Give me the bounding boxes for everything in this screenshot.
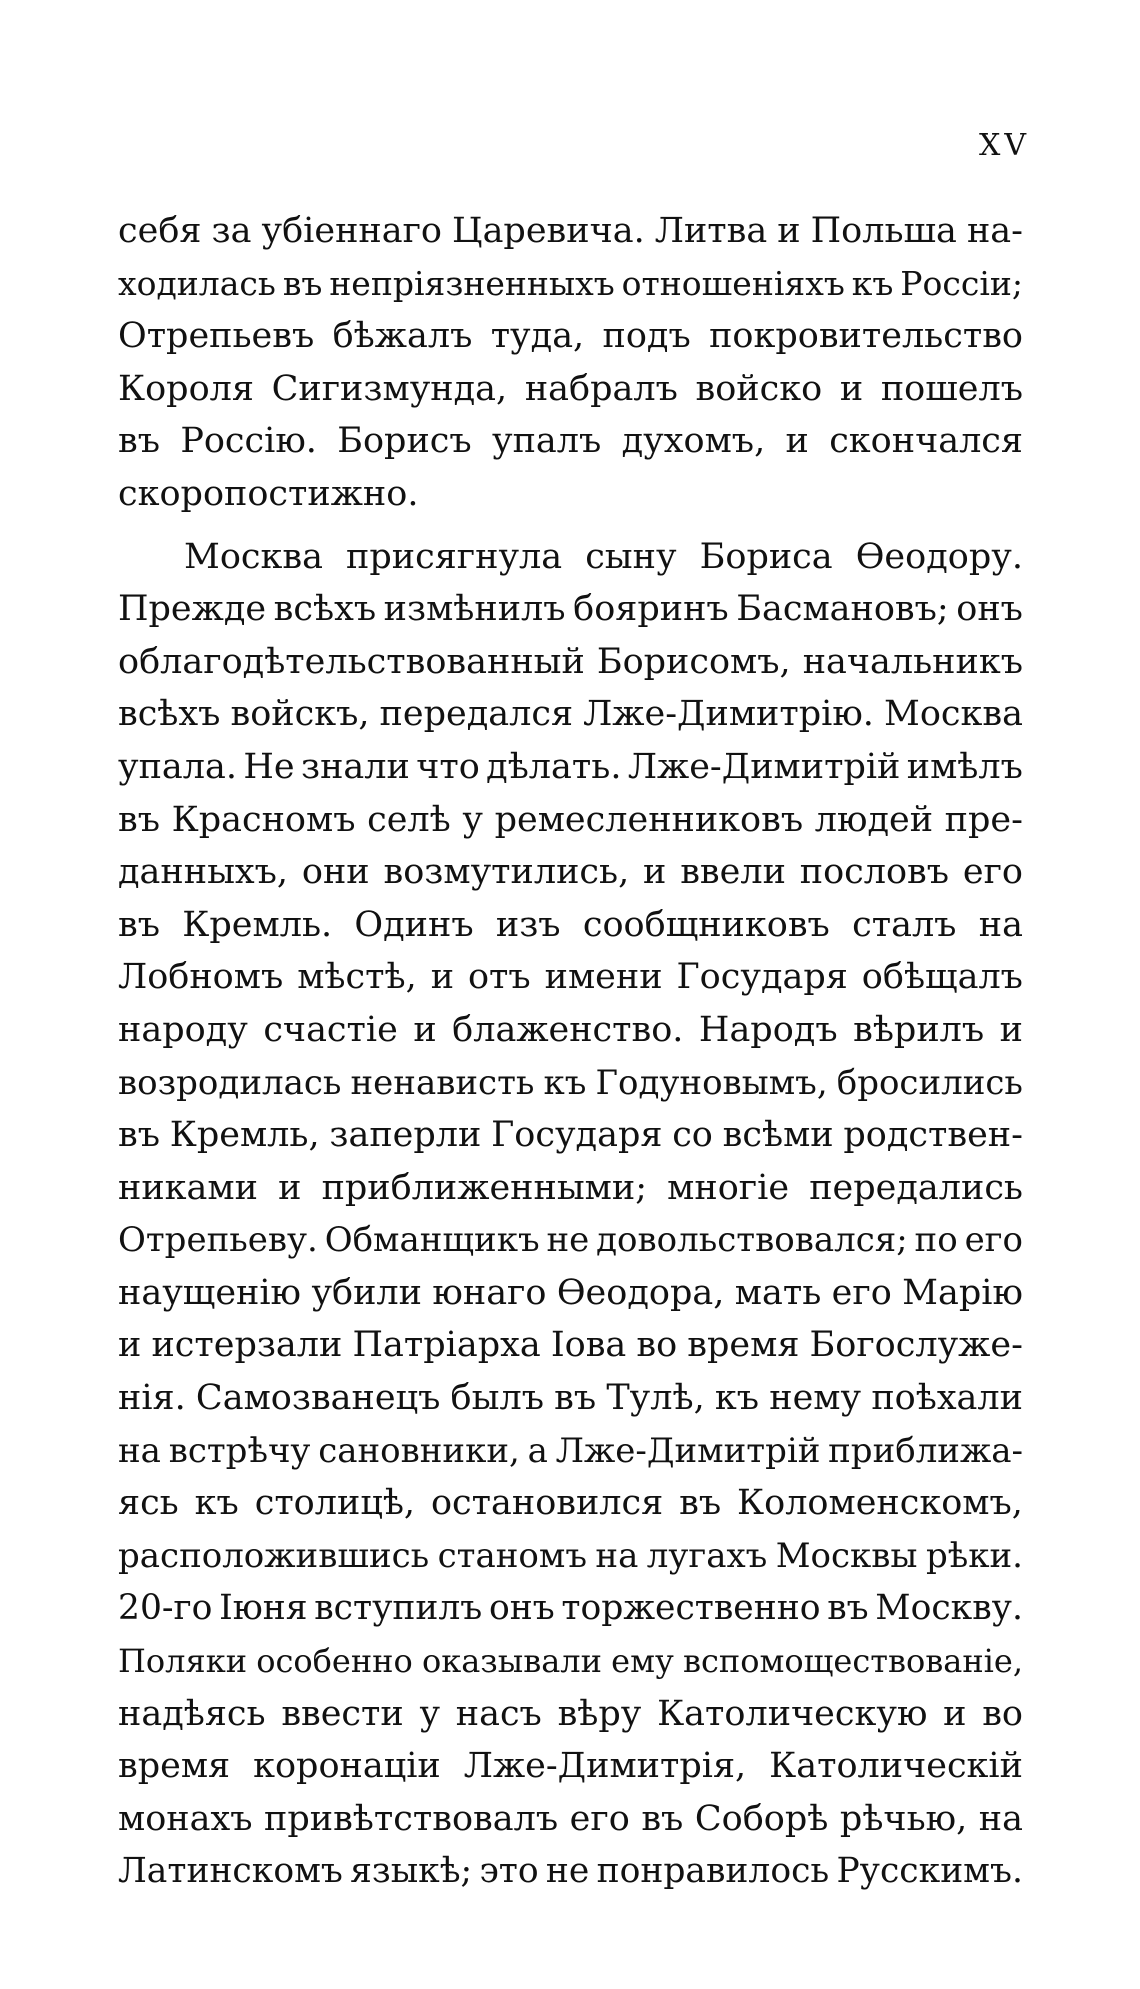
word: сообщниковъ <box>582 904 830 945</box>
word: станомъ <box>437 1535 587 1576</box>
word: Россіи; <box>900 263 1023 303</box>
word: понравилось <box>596 1851 830 1892</box>
word: въ <box>641 1798 684 1839</box>
word: онъ <box>956 589 1023 630</box>
word: былъ <box>450 1378 544 1419</box>
word: всѣми <box>722 1115 834 1156</box>
word: Самозванецъ <box>195 1378 441 1419</box>
text-line <box>118 468 1023 521</box>
word: возмутились, <box>383 852 630 893</box>
text-line <box>118 415 1023 468</box>
word: войскъ, <box>230 694 370 735</box>
word: Польша <box>810 211 957 251</box>
word: Басмановъ; <box>736 589 949 630</box>
word: отношеніяхъ <box>621 263 845 303</box>
word: ввели <box>680 852 786 893</box>
word: дѣлать. <box>486 746 622 787</box>
word: ремесленниковъ <box>494 799 804 840</box>
word: и <box>430 957 455 998</box>
word: не <box>545 1851 590 1892</box>
word: и <box>999 1009 1023 1050</box>
word: покровительство <box>709 316 1023 357</box>
word: и <box>777 211 801 251</box>
word: его <box>831 1272 892 1313</box>
word: и <box>118 1325 142 1366</box>
word: Лже-Димитрій <box>627 746 901 787</box>
word: его <box>964 1220 1023 1261</box>
word: въ <box>118 799 160 840</box>
word: въ <box>282 263 323 303</box>
word: его <box>962 852 1023 893</box>
word: Красномъ <box>171 799 356 840</box>
word: Латинскомъ <box>118 1851 343 1892</box>
word: въ <box>118 421 160 462</box>
word: ясь <box>118 1483 179 1524</box>
word: мѣстѣ, <box>297 957 417 998</box>
word: это <box>479 1851 539 1892</box>
word: счастіе <box>263 1009 398 1050</box>
word: ходилась <box>118 263 276 303</box>
word: вступилъ <box>314 1588 483 1629</box>
word: надѣясь <box>118 1693 266 1734</box>
word: Москву. <box>875 1588 1023 1629</box>
word: передались <box>809 1167 1023 1208</box>
word: присягнула <box>346 536 563 577</box>
text-line <box>118 636 1023 689</box>
word: сыну <box>585 536 677 577</box>
word: мать <box>734 1272 822 1313</box>
text-line <box>118 1740 1023 1793</box>
word: и <box>839 368 864 409</box>
word: Бориса <box>699 536 833 577</box>
word: Кремль, <box>169 1115 320 1156</box>
word: встрѣчу <box>168 1430 311 1471</box>
text-line <box>118 951 1023 1004</box>
word: себя <box>118 211 202 251</box>
text-line <box>118 1214 1023 1267</box>
word: Ѳеодору. <box>855 536 1023 577</box>
word: приближенными; <box>321 1167 648 1208</box>
word: на <box>978 904 1023 945</box>
text-line <box>118 688 1023 741</box>
word: въ <box>679 1483 722 1524</box>
word: за <box>211 211 252 251</box>
word: не <box>546 1220 590 1261</box>
word: насъ <box>455 1693 542 1734</box>
word: Іюня <box>219 1588 308 1629</box>
word: къ <box>714 1378 760 1419</box>
word: Государя <box>491 1115 663 1156</box>
text-line <box>118 363 1023 416</box>
text-line <box>118 1425 1023 1478</box>
text-line <box>118 741 1023 794</box>
word: на- <box>966 211 1023 251</box>
word: у <box>462 799 483 840</box>
word: нія. <box>118 1378 186 1419</box>
word: возродилась <box>118 1062 342 1103</box>
word: оказывали <box>421 1642 602 1681</box>
word: Патріарха <box>352 1325 541 1366</box>
word: во <box>636 1325 678 1366</box>
word: Не <box>243 746 295 787</box>
word: селѣ <box>367 799 451 840</box>
text-line <box>118 1635 1023 1688</box>
text-line <box>118 1267 1023 1320</box>
word: упала. <box>118 746 238 787</box>
text-line <box>118 1477 1023 1530</box>
word: имѣлъ <box>906 746 1023 787</box>
text-line <box>118 583 1023 636</box>
word: языкѣ; <box>350 1851 473 1892</box>
word: Соборѣ <box>694 1798 829 1839</box>
text-line <box>118 1004 1023 1057</box>
word: Лобномъ <box>118 957 284 998</box>
word: сановники, <box>318 1430 520 1471</box>
word: убили <box>311 1272 422 1313</box>
word: подъ <box>602 316 691 357</box>
word: Сигизмунда, <box>271 368 508 409</box>
word: вспомоществованіе, <box>682 1642 1023 1681</box>
word: всѣхъ <box>273 589 377 630</box>
word: время <box>687 1325 800 1366</box>
word: родствен- <box>843 1115 1023 1156</box>
text-line <box>118 1582 1023 1635</box>
word: набралъ <box>524 368 678 409</box>
word: духомъ, <box>621 421 766 462</box>
word: что <box>416 746 480 787</box>
text-line <box>118 1372 1023 1425</box>
word: измѣнилъ <box>383 589 566 630</box>
word: Ѳеодора, <box>556 1272 725 1313</box>
word: Литва <box>654 211 768 251</box>
word: Поляки <box>118 1642 248 1681</box>
text-line <box>118 310 1023 363</box>
word: въ <box>118 904 160 945</box>
page-text <box>118 205 1023 1898</box>
word: вѣру <box>557 1693 642 1734</box>
word: Богослуже- <box>809 1325 1023 1366</box>
word: Лже-Димитрія, <box>463 1746 747 1787</box>
word: въ <box>827 1588 869 1629</box>
word: у <box>419 1693 441 1734</box>
text-line <box>118 899 1023 952</box>
word: Государя <box>676 957 848 998</box>
text-line <box>118 1057 1023 1110</box>
word: и <box>785 421 809 462</box>
word: къ <box>194 1483 239 1524</box>
word: скоропостижно. <box>118 473 419 514</box>
word: Царевича. <box>452 211 645 251</box>
word: Отрепьевъ <box>118 316 315 357</box>
word: скончался <box>829 421 1023 462</box>
word: Кремль. <box>182 904 333 945</box>
word: Католическій <box>769 1746 1023 1787</box>
word: знали <box>300 746 410 787</box>
page-number: XV <box>978 128 1030 163</box>
word: Россію. <box>180 421 317 462</box>
word: его <box>569 1798 630 1839</box>
word: къ <box>851 263 894 303</box>
word: они <box>301 852 370 893</box>
word: упалъ <box>492 421 602 462</box>
word: блаженство. <box>452 1009 684 1050</box>
word: Москвы <box>775 1535 918 1576</box>
word: Лже-Димитрій <box>555 1430 821 1471</box>
word: Москва <box>884 694 1023 735</box>
text-line <box>118 258 1023 311</box>
text-line <box>118 794 1023 847</box>
word: обѣщалъ <box>861 957 1023 998</box>
word: отъ <box>467 957 531 998</box>
word: Лже-Димитрію. <box>583 694 874 735</box>
text-line <box>118 1688 1023 1741</box>
word: 20-го <box>118 1588 213 1629</box>
word: сталъ <box>852 904 957 945</box>
word: въ <box>554 1378 597 1419</box>
paragraph-1 <box>118 205 1023 521</box>
word: начальникъ <box>802 641 1023 682</box>
word: къ <box>543 1062 587 1103</box>
word: торжественно <box>561 1588 821 1629</box>
word: убіеннаго <box>261 211 443 251</box>
word: Марію <box>902 1272 1023 1313</box>
word: онъ <box>488 1588 555 1629</box>
text-line <box>118 1845 1023 1898</box>
word: непріязненныхъ <box>329 263 615 303</box>
word: Годуновымъ, <box>595 1062 828 1103</box>
word: бѣжалъ <box>332 316 473 357</box>
paragraph-2 <box>118 531 1023 1898</box>
word: приближа- <box>828 1430 1023 1471</box>
word: Прежде <box>118 589 267 630</box>
word: и <box>943 1693 967 1734</box>
word: Борисъ <box>337 421 472 462</box>
word: время <box>118 1746 231 1787</box>
text-line <box>118 531 1023 584</box>
word: и <box>278 1167 302 1208</box>
word: рѣчью, <box>839 1798 968 1839</box>
word: пошелъ <box>880 368 1023 409</box>
word: Одинъ <box>354 904 474 945</box>
word: передался <box>379 694 574 735</box>
word: столицѣ, <box>254 1483 416 1524</box>
word: заперли <box>329 1115 482 1156</box>
word: пре- <box>944 799 1023 840</box>
word: особенно <box>256 1642 413 1681</box>
word: пословъ <box>799 852 950 893</box>
word: ненависть <box>350 1062 535 1103</box>
word: рѣки. <box>925 1535 1023 1576</box>
word: данныхъ, <box>118 852 289 893</box>
word: со <box>672 1115 713 1156</box>
word: Коломенскомъ, <box>737 1483 1023 1524</box>
word: остановился <box>430 1483 664 1524</box>
word: юнаго <box>432 1272 547 1313</box>
text-line <box>118 1109 1023 1162</box>
word: наущенію <box>118 1272 302 1313</box>
word: ввести <box>281 1693 404 1734</box>
word: а <box>527 1430 548 1471</box>
word: бояринъ <box>573 589 729 630</box>
text-line <box>118 205 1023 258</box>
word: всѣхъ <box>118 694 221 735</box>
word: нему <box>769 1378 862 1419</box>
word: бросились <box>836 1062 1023 1103</box>
word: коронаціи <box>253 1746 441 1787</box>
word: вѣрилъ <box>853 1009 985 1050</box>
word: привѣтствовалъ <box>264 1798 559 1839</box>
word: Короля <box>118 368 254 409</box>
word: на <box>978 1798 1023 1839</box>
word: никами <box>118 1167 258 1208</box>
word: Борисомъ, <box>596 641 791 682</box>
word: истерзали <box>151 1325 343 1366</box>
text-line <box>118 1319 1023 1372</box>
word: войско <box>695 368 823 409</box>
word: лугахъ <box>646 1535 768 1576</box>
word: Отрепьеву. <box>118 1220 318 1261</box>
word: Народъ <box>698 1009 838 1050</box>
text-line <box>118 1793 1023 1846</box>
word: и <box>413 1009 437 1050</box>
text-line <box>118 846 1023 899</box>
word: по <box>914 1220 958 1261</box>
word: изъ <box>495 904 561 945</box>
word: расположившись <box>118 1535 430 1576</box>
word: туда, <box>490 316 585 357</box>
word: на <box>118 1430 161 1471</box>
text-line <box>118 1162 1023 1215</box>
word: монахъ <box>118 1798 253 1839</box>
word: многіе <box>667 1167 790 1208</box>
word: ему <box>611 1642 674 1681</box>
word: во <box>982 1693 1023 1734</box>
word: поѣхали <box>871 1378 1023 1419</box>
word: людей <box>814 799 934 840</box>
word: Русскимъ. <box>836 1851 1023 1892</box>
word: Католическую <box>657 1693 928 1734</box>
word: на <box>595 1535 639 1576</box>
word: облагодѣтельствованный <box>118 641 585 682</box>
word: имени <box>544 957 663 998</box>
word: Іова <box>550 1325 627 1366</box>
word: народу <box>118 1009 248 1050</box>
word: Тулѣ, <box>606 1378 705 1419</box>
text-line <box>118 1530 1023 1583</box>
word: и <box>643 852 667 893</box>
word: Обманщикъ <box>324 1220 540 1261</box>
word: Москва <box>184 536 323 577</box>
word: въ <box>118 1115 160 1156</box>
word: довольствовался; <box>596 1220 908 1261</box>
